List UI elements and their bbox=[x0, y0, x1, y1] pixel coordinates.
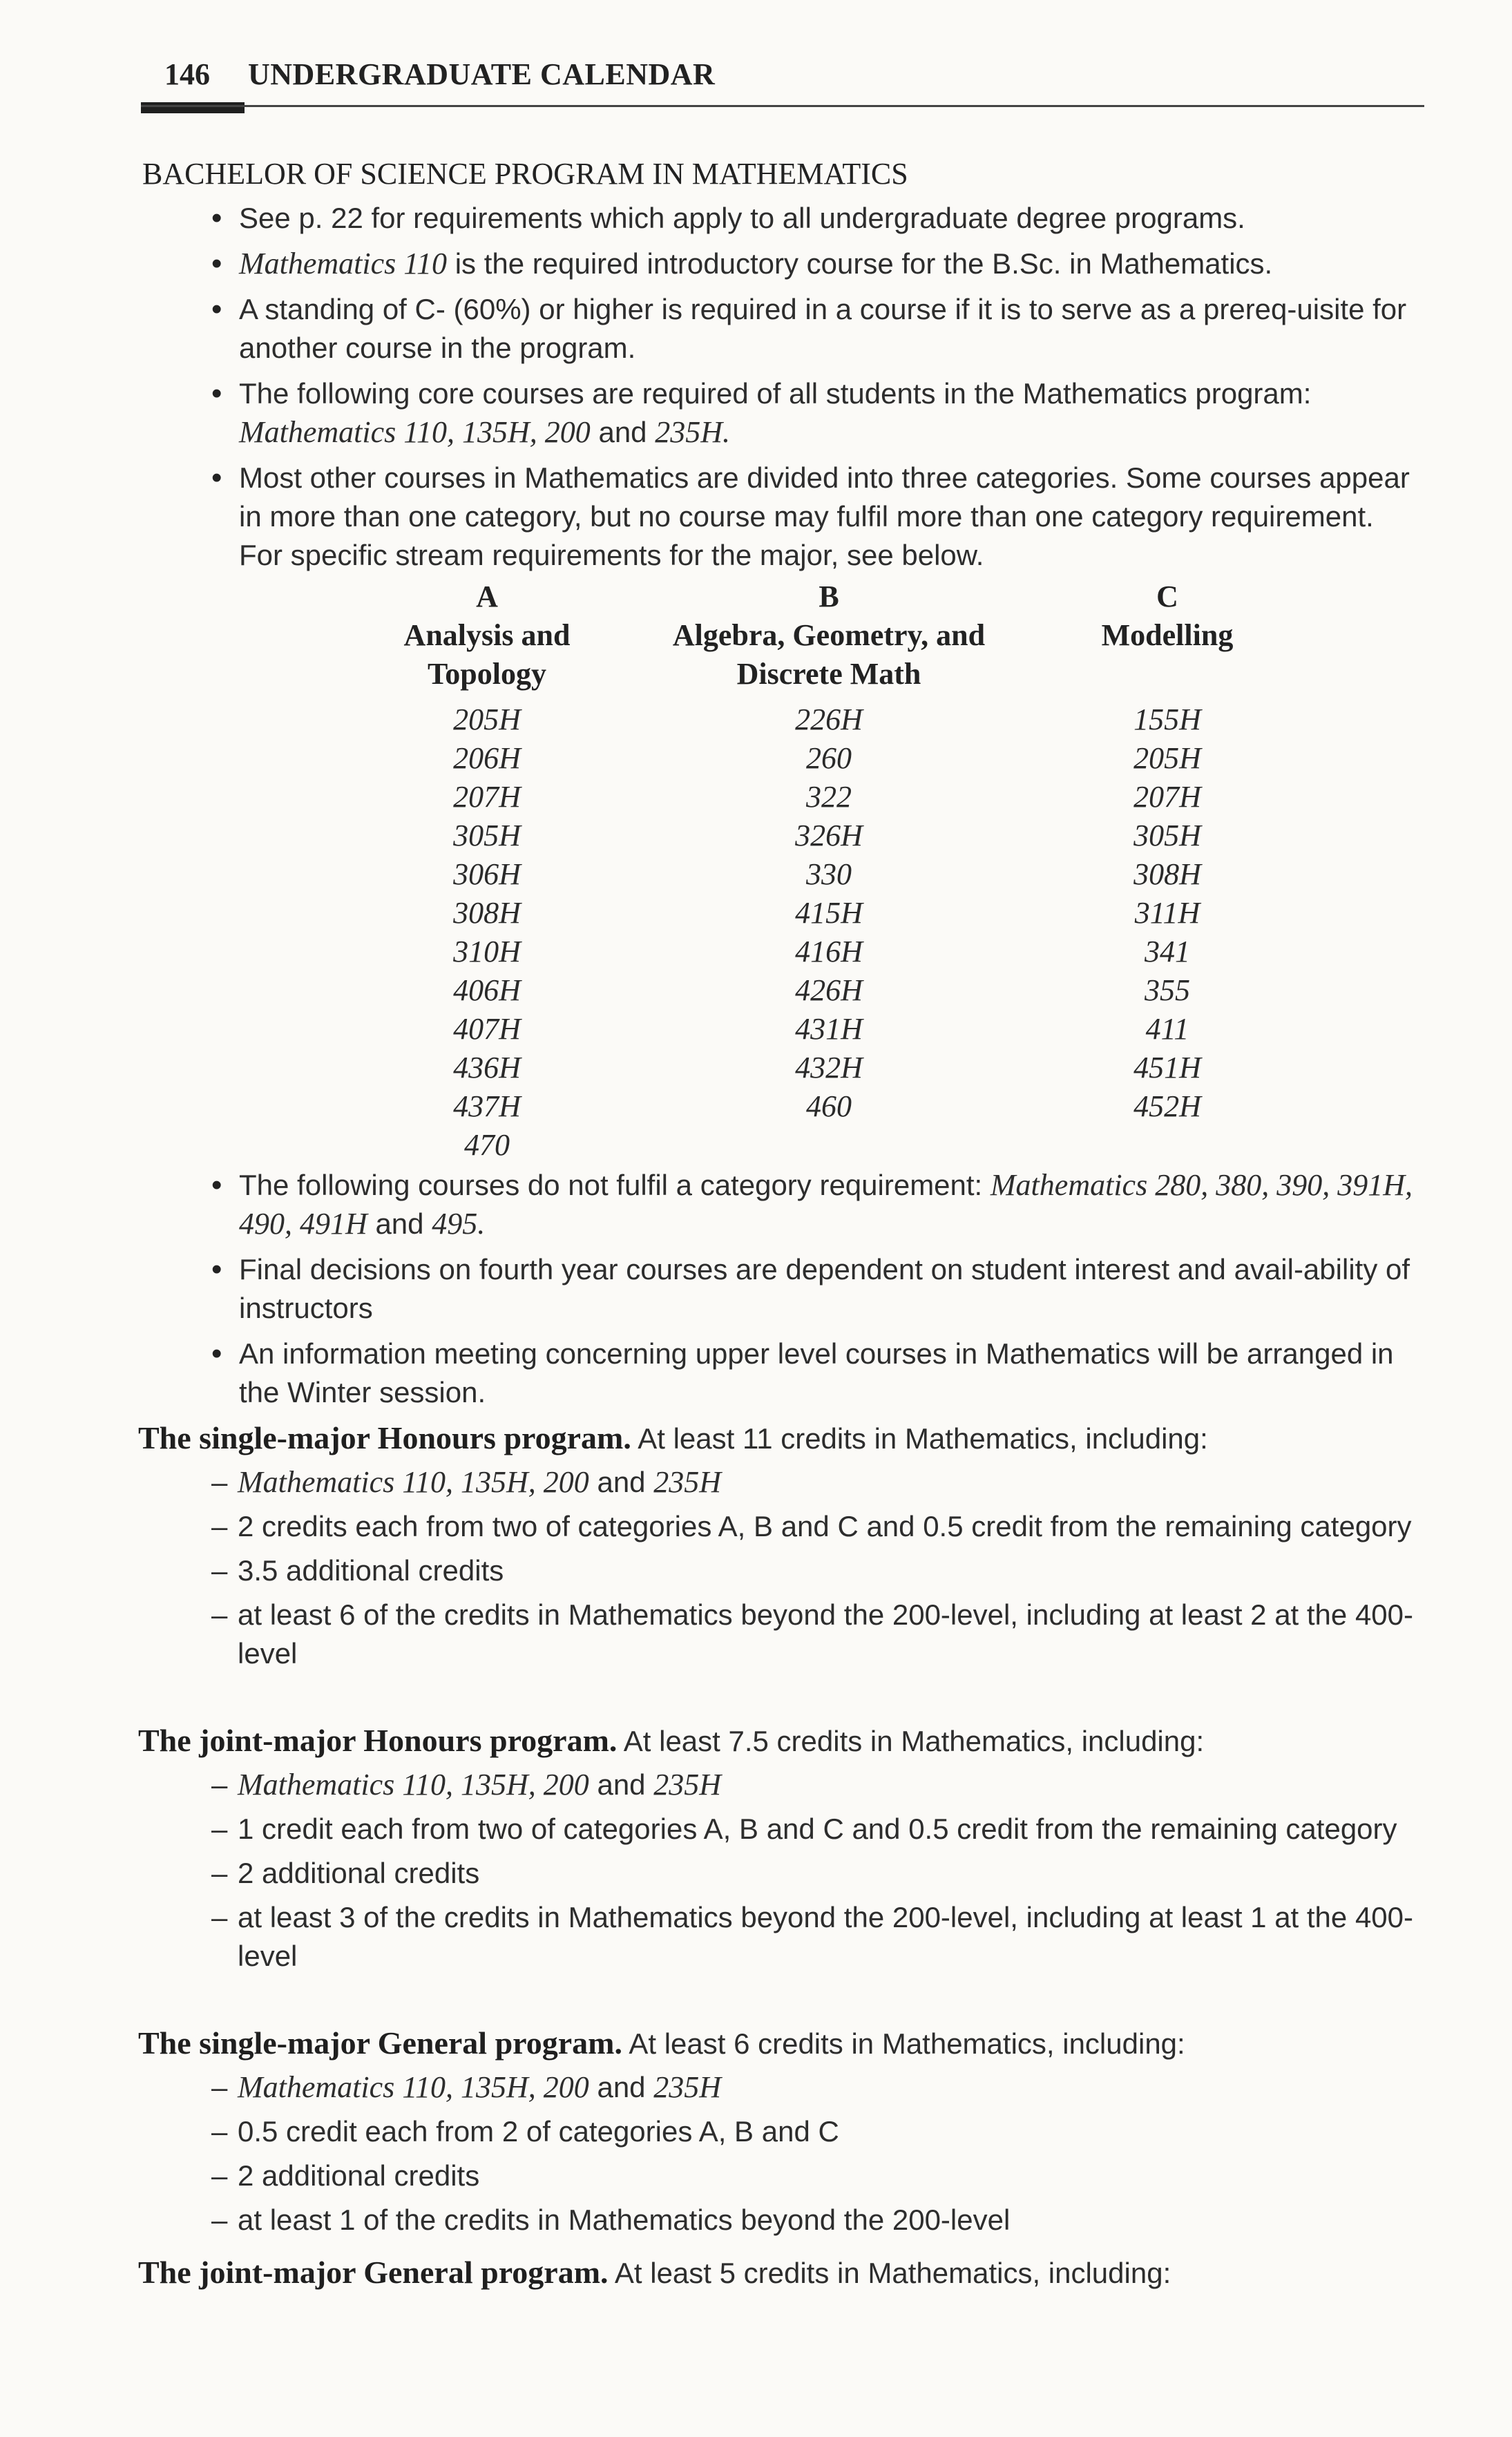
category-heading: Analysis and Topology bbox=[403, 618, 571, 691]
category-course-list bbox=[373, 700, 601, 1165]
program-requirement-list bbox=[211, 1463, 1413, 1679]
program-requirement-list bbox=[211, 1766, 1413, 1981]
intro-bullet-list bbox=[211, 199, 1413, 582]
course-code: 411 bbox=[1145, 1012, 1189, 1046]
page-number: 146 bbox=[164, 57, 210, 91]
header-rule bbox=[141, 105, 1424, 107]
category-course-list bbox=[1064, 700, 1271, 1126]
requirement-item: – 2 additional credits bbox=[211, 2157, 1413, 2195]
course-code: 207H bbox=[1133, 780, 1201, 814]
bullet-item: • Mathematics 110 is the required introductory course for the B.Sc. in Mathematics. bbox=[211, 245, 1413, 283]
requirement-item: – at least 3 of the credits in Mathematics beyond the 200-level, including at least 1 at the 400-level bbox=[211, 1898, 1413, 1976]
course-code: 415H bbox=[795, 896, 863, 930]
program-requirement-list bbox=[211, 2068, 1413, 2245]
course-code: 431H bbox=[795, 1012, 863, 1046]
bullet-item: • Final decisions on fourth year courses are dependent on student interest and avail-ability of instructors bbox=[211, 1250, 1427, 1328]
course-code: 437H bbox=[453, 1089, 521, 1123]
course-code: 451H bbox=[1133, 1051, 1201, 1084]
course-code: 311H bbox=[1134, 896, 1200, 930]
requirement-item: – 2 additional credits bbox=[211, 1854, 1413, 1893]
course-code: 305H bbox=[453, 819, 521, 852]
course-code: 260 bbox=[806, 741, 852, 775]
course-code: 452H bbox=[1133, 1089, 1201, 1123]
course-code: 407H bbox=[453, 1012, 521, 1046]
course-code: 226H bbox=[795, 703, 863, 736]
category-letter: C bbox=[1156, 580, 1178, 613]
course-code: 205H bbox=[453, 703, 521, 736]
requirement-item: – 1 credit each from two of categories A, B and C and 0.5 credit from the remaining category bbox=[211, 1810, 1413, 1848]
course-code: 322 bbox=[806, 780, 852, 814]
program-title: The joint-major General program. bbox=[138, 2255, 609, 2290]
bullet-item: • A standing of C- (60%) or higher is required in a course if it is to serve as a prereq-uisite for another course in the program. bbox=[211, 290, 1413, 367]
program-heading: The joint-major General program. At least 5 credits in Mathematics, including: bbox=[138, 2255, 1171, 2290]
running-title: UNDERGRADUATE CALENDAR bbox=[248, 57, 716, 91]
program-heading: The joint-major Honours program. At least 7.5 credits in Mathematics, including: bbox=[138, 1723, 1205, 1758]
program-title: The joint-major Honours program. bbox=[138, 1723, 618, 1758]
course-code: 306H bbox=[453, 857, 521, 891]
bullet-item: • An information meeting concerning upper level courses in Mathematics will be arranged in the Winter session. bbox=[211, 1335, 1427, 1412]
category-a-column bbox=[373, 577, 601, 1165]
bullet-item: • Most other courses in Mathematics are divided into three categories. Some courses appear in more than one category, but no course may fulfil more than one category requirement. For specific stream requirements for the major, see below. bbox=[211, 459, 1413, 575]
course-code: 330 bbox=[806, 857, 852, 891]
category-letter: A bbox=[476, 580, 498, 613]
course-code: 416H bbox=[795, 935, 863, 968]
bullet-item: • The following courses do not fulfil a category requirement: Mathematics 280, 380, 390, 391H, 490, 491H and 495. bbox=[211, 1166, 1427, 1243]
program-heading: The single-major Honours program. At least 11 credits in Mathematics, including: bbox=[138, 1420, 1208, 1455]
bullet-item: • See p. 22 for requirements which apply to all undergraduate degree programs. bbox=[211, 199, 1413, 238]
requirement-item: – Mathematics 110, 135H, 200 and 235H bbox=[211, 1766, 1413, 1804]
course-code: 355 bbox=[1145, 973, 1190, 1007]
category-letter: B bbox=[819, 580, 839, 613]
requirement-item: – 3.5 additional credits bbox=[211, 1551, 1413, 1590]
program-heading: The single-major General program. At least 6 credits in Mathematics, including: bbox=[138, 2025, 1185, 2061]
course-code: 206H bbox=[453, 741, 521, 775]
category-heading: Algebra, Geometry, and Discrete Math bbox=[672, 618, 986, 691]
course-code: 310H bbox=[453, 935, 521, 968]
course-code: 155H bbox=[1133, 703, 1201, 736]
course-code: 460 bbox=[806, 1089, 852, 1123]
requirement-item: – Mathematics 110, 135H, 200 and 235H bbox=[211, 2068, 1413, 2107]
requirement-item: – Mathematics 110, 135H, 200 and 235H bbox=[211, 1463, 1413, 1502]
course-code: 305H bbox=[1133, 819, 1201, 852]
running-header bbox=[164, 57, 715, 92]
bullet-item: • The following core courses are required of all students in the Mathematics program: Mathematics 110, 135H, 200 and 235H. bbox=[211, 374, 1413, 452]
requirement-item: – 0.5 credit each from 2 of categories A, B and C bbox=[211, 2112, 1413, 2151]
requirement-item: – 2 credits each from two of categories A, B and C and 0.5 credit from the remaining category bbox=[211, 1507, 1413, 1546]
course-code: 432H bbox=[795, 1051, 863, 1084]
category-c-column bbox=[1064, 577, 1271, 1126]
course-code: 205H bbox=[1133, 741, 1201, 775]
requirement-item: – at least 1 of the credits in Mathematics beyond the 200-level bbox=[211, 2201, 1413, 2239]
category-course-list bbox=[663, 700, 995, 1126]
course-code: 470 bbox=[464, 1128, 510, 1162]
requirement-item: – at least 6 of the credits in Mathematics beyond the 200-level, including at least 2 at the 400-level bbox=[211, 1596, 1413, 1673]
course-code: 207H bbox=[453, 780, 521, 814]
section-title: BACHELOR OF SCIENCE PROGRAM IN MATHEMATICS bbox=[142, 157, 908, 191]
course-code: 326H bbox=[795, 819, 863, 852]
category-heading: Modelling bbox=[1101, 618, 1234, 652]
category-b-column bbox=[663, 577, 995, 1126]
course-code: 406H bbox=[453, 973, 521, 1007]
program-title: The single-major General program. bbox=[138, 2025, 622, 2061]
course-code: 308H bbox=[453, 896, 521, 930]
program-title: The single-major Honours program. bbox=[138, 1420, 631, 1455]
course-code: 308H bbox=[1133, 857, 1201, 891]
course-code: 436H bbox=[453, 1051, 521, 1084]
header-rule-accent bbox=[141, 102, 245, 113]
course-code: 426H bbox=[795, 973, 863, 1007]
notes-bullet-list bbox=[211, 1166, 1427, 1419]
course-code: 341 bbox=[1145, 935, 1190, 968]
